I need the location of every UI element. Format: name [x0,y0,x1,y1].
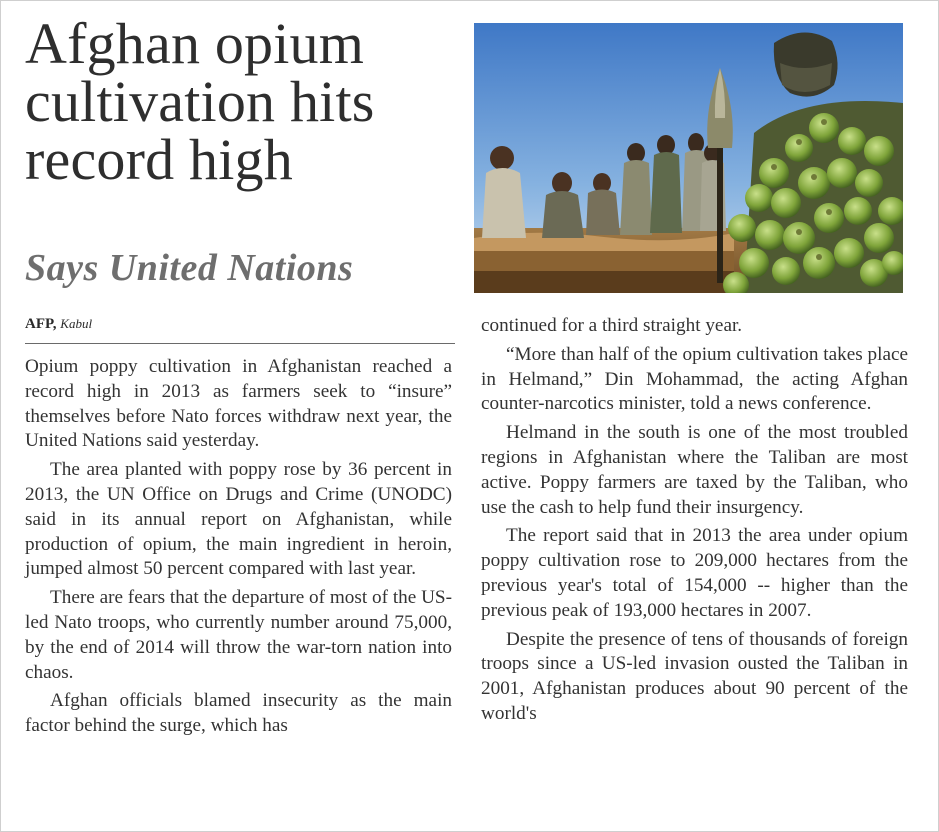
byline [25,316,92,333]
paragraph: Afghan officials blamed insecurity as the main factor behind the surge, which has [25,690,452,737]
paragraph: There are fears that the departure of most of the US-led Nato troops, who currently number around 75,000, by the end of 2014 will throw the war-torn nation into chaos. [25,587,452,683]
photo-poppy-field-icon [474,23,903,293]
paragraph: “More than half of the opium cultivation takes place in Helmand,” Din Mohammad, the acting Afghan counter-narcotics minister, told a news conference. [481,343,908,415]
news-photo [474,23,903,293]
article-column-right [481,314,908,731]
paragraph: Opium poppy cultivation in Afghanistan reached a record high in 2013 as farmers seek to “insure” themselves before Nato forces withdraw next year, the United Nations said yesterday. [25,356,452,452]
paragraph: The area planted with poppy rose by 36 percent in 2013, the UN Office on Drugs and Crime (UNODC) said in its annual report on Afghanistan, while production of opium, the main ingredient in heroin, jumped almost 50 percent compared with last year. [25,459,452,580]
paragraph: continued for a third straight year. [481,315,743,336]
byline-divider [25,343,455,344]
byline-location: Kabul [60,316,93,331]
paragraph: Helmand in the south is one of the most troubled regions in Afghanistan where the Taliban are most active. Poppy farmers are taxed by the Taliban, who use the cash to help fund their insurgency. [481,422,908,518]
article-column-left [25,355,452,743]
paragraph: Despite the presence of tens of thousands of foreign troops since a US-led invasion ousted the Taliban in 2001, Afghanistan produces about 90 percent of the world's [481,628,908,724]
headline: Afghan opium cultivation hits record high [25,11,375,192]
paragraph: The report said that in 2013 the area under opium poppy cultivation rose to 209,000 hectares from the previous year's total of 154,000 -- higher than the previous peak of 193,000 hectares in 2007. [481,525,908,621]
subheadline: Says United Nations [25,247,354,289]
byline-agency: AFP, [25,316,57,332]
